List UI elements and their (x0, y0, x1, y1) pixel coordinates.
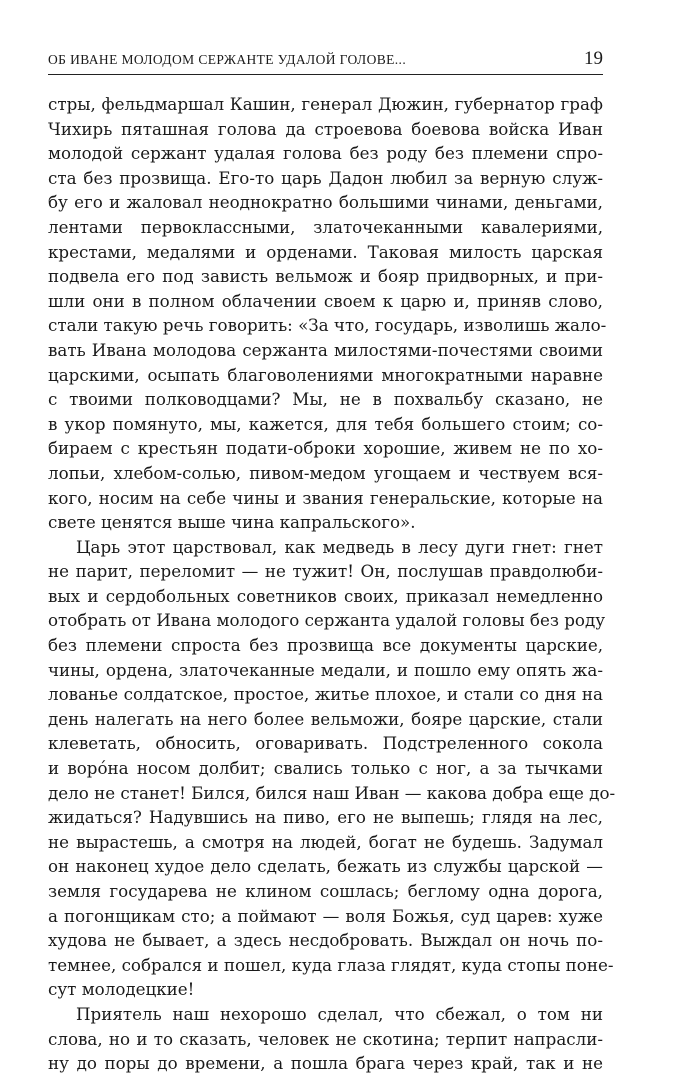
text-line: лопьи, хлебом-солью, пивом-медом угощаем и чествуем вся- (48, 462, 603, 483)
text-line: Приятель наш нехорошо сделал, что сбежал, о том ни (76, 1003, 603, 1024)
text-line: вых и сердобольных советников своих, приказал немедленно (48, 585, 603, 606)
text-line: лентами первоклассными, златочеканными кавалериями, (48, 216, 603, 237)
text-line: ну до поры до времени, а пошла брага через край, так и не (48, 1053, 603, 1074)
text-line: молодой сержант удалая голова без роду без племени спро- (48, 143, 603, 164)
text-line: крестами, медалями и орденами. Таковая милость царская (48, 241, 603, 262)
text-line: сут молодецкие! (48, 979, 195, 1000)
text-line: в укор помянуто, мы, кажется, для тебя большего стоим; со- (48, 413, 603, 434)
text-line: бу его и жаловал неоднократно большими чинами, деньгами, (48, 192, 603, 213)
text-line: слова, но и то сказать, человек не скотина; терпит напрасли- (48, 1028, 603, 1049)
text-line: и вoрóна носом долбит; свались только с ног, а за тычками (48, 758, 603, 779)
text-line: а погонщикам сто; а поймают — воля Божья, суд царев: хуже (48, 905, 603, 926)
text-line: бираем с крестьян подати-оброки хорошие, живем не по хо- (48, 438, 603, 459)
text-line: лованье солдатское, простое, житье плохое, и стали со дня на (48, 684, 603, 705)
text-line: Царь этот царствовал, как медведь в лесу дуги гнет: гнет (76, 536, 603, 557)
text-line: худова не бывает, а здесь несдобровать. Выждал он ночь по- (48, 930, 603, 951)
text-line: клеветать, обносить, оговаривать. Подстреленного сокола (48, 733, 603, 754)
text-line: подвела его под зависть вельмож и бояр придворных, и при- (48, 266, 603, 287)
text-line: Чихирь пяташная голова да строевова боевова войска Иван (48, 118, 603, 139)
text-line: не парит, переломит — не тужит! Он, послушав правдолюби- (48, 561, 603, 582)
text-line: с твоими полководцами? Мы, не в похвальбу сказано, не (48, 389, 603, 410)
paragraph (48, 1002, 603, 1076)
text-line: день налегать на него более вельможи, бояре царские, стали (48, 708, 603, 729)
text-line: без племени спроста без прозвища все документы царские, (48, 635, 603, 656)
text-line: кого, носим на себе чины и звания генеральские, которые на (48, 487, 603, 508)
text-line: стали такую речь говорить: «За что, государь, изволишь жало- (48, 315, 607, 336)
running-header (48, 44, 603, 75)
text-line: свете ценятся выше чина капральского». (48, 512, 416, 533)
text-line: вать Ивана молодова сержанта милостями-почестями своими (48, 339, 603, 360)
text-line: стры, фельдмаршал Кашин, генерал Дюжин, губернатор граф (48, 94, 603, 114)
text-line: шли они в полном облачении своем к царю и, приняв слово, (48, 290, 603, 311)
text-line: земля государева не клином сошлась; беглому одна дорога, (48, 881, 603, 901)
paragraph (48, 535, 616, 1002)
text-line: чины, ордена, златочеканные медали, и пошло ему опять жа- (48, 659, 603, 680)
text-line: темнее, собрался и пошел, куда глаза глядят, куда стопы поне- (48, 954, 614, 975)
paragraph (48, 92, 607, 535)
text-line: дело не станет! Бился, бился наш Иван — какова добра еще до- (48, 782, 616, 803)
text-line: не вырастешь, а смотря на людей, богат не будешь. Задумал (48, 831, 603, 852)
text-line: ста без прозвища. Его-то царь Дадон любил за верную служ- (48, 167, 603, 188)
body-text (48, 92, 616, 1076)
text-line: он наконец худое дело сделать, бежать из службы царской — (48, 856, 603, 877)
text-line: царскими, осыпать благоволениями многократными наравне (48, 364, 603, 385)
running-title: ОБ ИВАНЕ МОЛОДОМ СЕРЖАНТЕ УДАЛОЙ ГОЛОВЕ... (48, 52, 407, 67)
text-line: жидаться? Надувшись на пиво, его не выпешь; глядя на лес, (48, 807, 603, 828)
text-line: отобрать от Ивана молодого сержанта удалой головы без роду (48, 610, 606, 631)
page-number: 19 (584, 48, 603, 69)
